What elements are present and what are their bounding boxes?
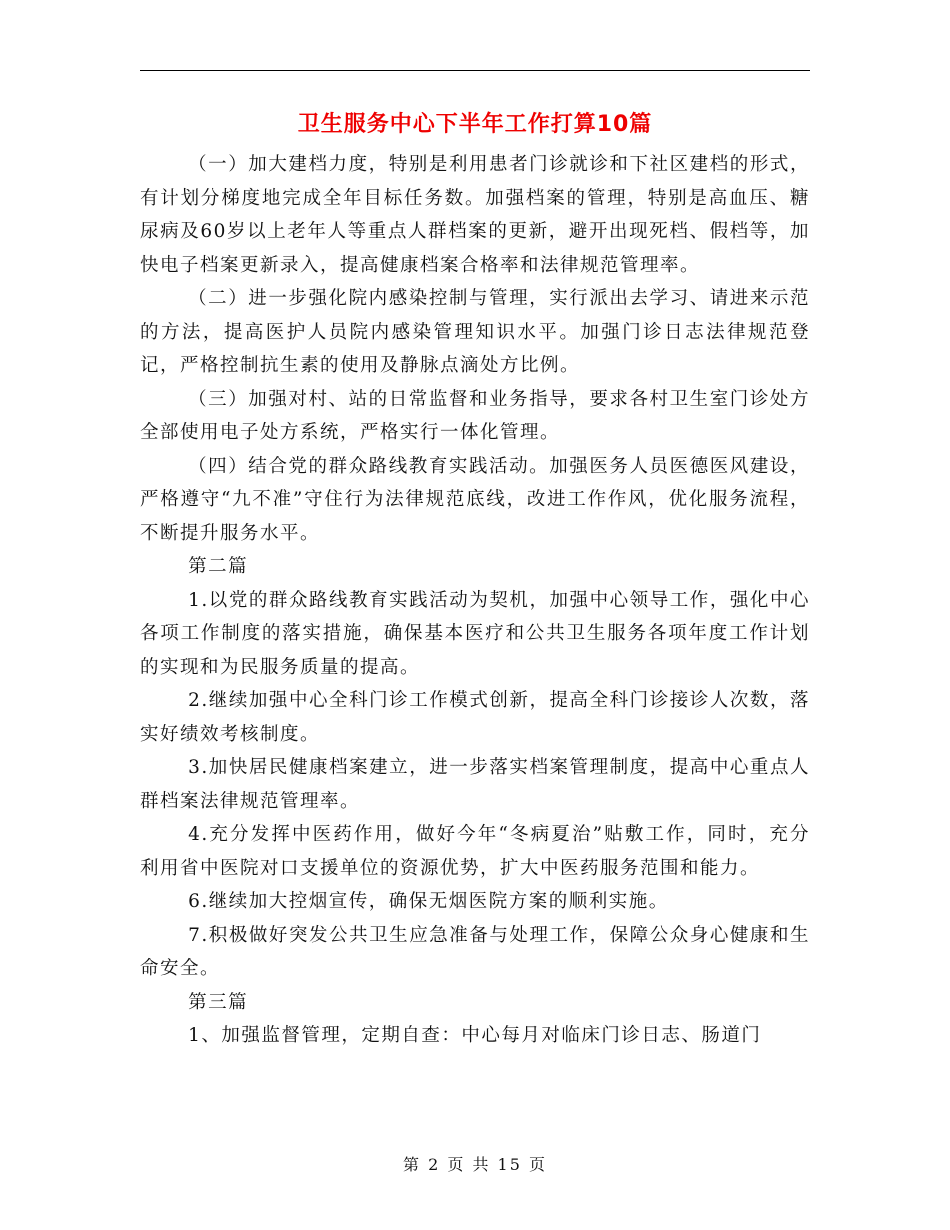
paragraph-7: 3.加快居民健康档案建立，进一步落实档案管理制度，提高中心重点人群档案法律规范管理率。 [140, 757, 810, 812]
section-heading-2: 第二篇 [188, 556, 249, 577]
paragraph-10: 7.积极做好突发公共卫生应急准备与处理工作，保障公众身心健康和生命安全。 [140, 924, 810, 979]
document-body [140, 148, 810, 1053]
paragraph-11: 1、加强监督管理，定期自查：中心每月对临床门诊日志、肠道门 [188, 1025, 762, 1046]
document-title: 卫生服务中心下半年工作打算10篇 [297, 112, 653, 137]
paragraph-4: （四）结合党的群众路线教育实践活动。加强医务人员医德医风建设，严格遵守“九不准”守住行为法律规范底线，改进工作作风，优化服务流程，不断提升服务水平。 [140, 455, 810, 544]
paragraph-2: （二）进一步强化院内感染控制与管理，实行派出去学习、请进来示范的方法，提高医护人员院内感染管理知识水平。加强门诊日志法律规范登记，严格控制抗生素的使用及静脉点滴处方比例。 [140, 288, 810, 376]
paragraph-5: 1.以党的群众路线教育实践活动为契机，加强中心领导工作，强化中心各项工作制度的落实措施，确保基本医疗和公共卫生服务各项年度工作计划的实现和为民服务质量的提高。 [140, 589, 810, 678]
section-heading-3: 第三篇 [188, 991, 249, 1013]
paragraph-3: （三）加强对村、站的日常监督和业务指导，要求各村卫生室门诊处方全部使用电子处方系统，严格实行一体化管理。 [140, 388, 810, 443]
paragraph-6: 2.继续加强中心全科门诊工作模式创新，提高全科门诊接诊人次数，落实好绩效考核制度。 [140, 690, 810, 745]
paragraph-1: （一）加大建档力度，特别是利用患者门诊就诊和下社区建档的形式，有计划分梯度地完成全年目标任务数。加强档案的管理，特别是高血压、糖尿病及60岁以上老年人等重点人群档案的更新，避开出现死档、假档等，加快电子档案更新录入，提高健康档案合格率和法律规范管理率。 [140, 154, 810, 276]
paragraph-9: 6.继续加大控烟宣传，确保无烟医院方案的顺利实施。 [188, 891, 669, 912]
page-footer: 第 2 页 共 15 页 [403, 1155, 547, 1174]
paragraph-8: 4.充分发挥中医药作用，做好今年“冬病夏治”贴敷工作，同时，充分利用省中医院对口支援单位的资源优势，扩大中医药服务范围和能力。 [140, 824, 810, 879]
header-rule [140, 70, 810, 71]
